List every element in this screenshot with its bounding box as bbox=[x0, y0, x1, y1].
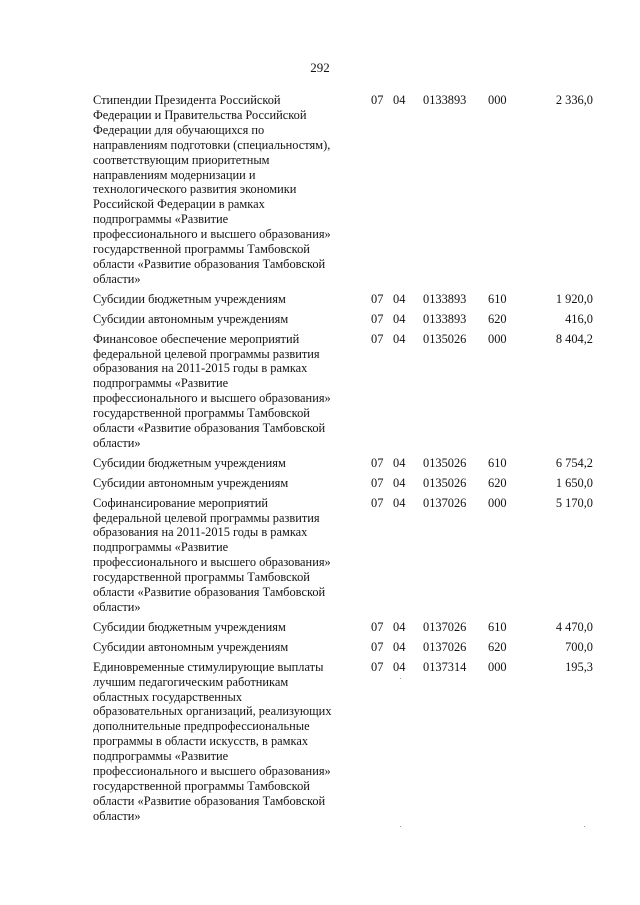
expense-type-code: 610 bbox=[488, 619, 507, 634]
table-row bbox=[93, 312, 593, 327]
amount: 700,0 bbox=[565, 639, 593, 654]
amount: 5 170,0 bbox=[555, 495, 593, 510]
section-code: 07 bbox=[371, 475, 384, 490]
subsection-code: 04 bbox=[393, 291, 406, 306]
row-name: Субсидии автономным учреждениям bbox=[93, 475, 289, 490]
subsection-code: 04 bbox=[393, 475, 406, 490]
target-article-code: 0135026 bbox=[423, 331, 467, 346]
section-code: 07 bbox=[371, 495, 384, 510]
subsection-code: 04 bbox=[393, 495, 406, 510]
amount: 1 650,0 bbox=[555, 475, 593, 490]
target-article-code: 0133893 bbox=[423, 291, 467, 306]
table-row bbox=[93, 292, 593, 307]
target-article-code: 0137026 bbox=[423, 619, 467, 634]
row-name: Субсидии бюджетным учреждениям bbox=[93, 455, 286, 470]
amount: 8 404,2 bbox=[555, 331, 593, 346]
row-name: Субсидии бюджетным учреждениям bbox=[93, 291, 286, 306]
target-article-code: 0137026 bbox=[423, 639, 467, 654]
table-row bbox=[93, 93, 593, 287]
budget-table bbox=[93, 93, 593, 829]
subsection-code: 04 bbox=[393, 659, 406, 674]
section-code: 07 bbox=[371, 619, 384, 634]
target-article-code: 0135026 bbox=[423, 455, 467, 470]
amount: 4 470,0 bbox=[555, 619, 593, 634]
row-name: Стипендии Президента Российской Федерации и Правительства Российской Федерации для обучающихся по направлениям подготовки (специальностям), соответствующим приоритетным направлениям модернизации и технологического развития экономики Российской Федерации в рамках подпрограммы «Развитие профессионального и высшего образования» государственной программы Тамбовской области «Развитие образования Тамбовской области» bbox=[93, 93, 331, 286]
expense-type-code: 620 bbox=[488, 639, 507, 654]
section-code: 07 bbox=[371, 291, 384, 306]
row-name: Субсидии автономным учреждениям bbox=[93, 311, 289, 326]
target-article-code: 0133893 bbox=[423, 93, 467, 107]
target-article-code: 0133893 bbox=[423, 311, 467, 326]
subsection-code: 04 bbox=[393, 619, 406, 634]
table-row bbox=[93, 476, 593, 491]
section-code: 07 bbox=[371, 639, 384, 654]
section-code: 07 bbox=[371, 311, 384, 326]
table-row bbox=[93, 640, 593, 655]
table-row bbox=[93, 456, 593, 471]
target-article-code: 0137314 bbox=[423, 659, 467, 674]
section-code: 07 bbox=[371, 659, 384, 674]
expense-type-code: 620 bbox=[488, 311, 507, 326]
subsection-code: 04 bbox=[393, 311, 406, 326]
expense-type-code: 610 bbox=[488, 291, 507, 306]
target-article-code: 0135026 bbox=[423, 475, 467, 490]
target-article-code: 0137026 bbox=[423, 495, 467, 510]
subsection-code: 04 bbox=[393, 93, 406, 107]
row-name: Субсидии бюджетным учреждениям bbox=[93, 619, 286, 634]
amount: 195,3 bbox=[565, 659, 593, 674]
page-number: 292 bbox=[310, 60, 330, 75]
subsection-code: 04 bbox=[393, 639, 406, 654]
expense-type-code: 000 bbox=[488, 331, 507, 346]
expense-type-code: 000 bbox=[488, 659, 507, 674]
amount: 1 920,0 bbox=[555, 291, 593, 306]
scan-speck bbox=[584, 826, 585, 827]
table-row bbox=[93, 660, 593, 824]
table-row bbox=[93, 332, 593, 451]
amount: 2 336,0 bbox=[555, 93, 593, 107]
row-name: Субсидии автономным учреждениям bbox=[93, 639, 289, 654]
section-code: 07 bbox=[371, 331, 384, 346]
section-code: 07 bbox=[371, 93, 384, 107]
expense-type-code: 000 bbox=[488, 495, 507, 510]
subsection-code: 04 bbox=[393, 455, 406, 470]
table-row bbox=[93, 496, 593, 615]
section-code: 07 bbox=[371, 455, 384, 470]
expense-type-code: 620 bbox=[488, 475, 507, 490]
scan-speck bbox=[400, 678, 401, 679]
scan-speck bbox=[400, 826, 401, 827]
row-name: Финансовое обеспечение мероприятий федеральной целевой программы развития образования на 2011-2015 годы в рамках подпрограммы «Развитие профессионального и высшего образования» государственной программы Тамбовской области «Развитие образования Тамбовской области» bbox=[93, 331, 331, 450]
row-name: Софинансирование мероприятий федеральной целевой программы развития образования на 2011-2015 годы в рамках подпрограммы «Развитие профессионального и высшего образования» государственной программы Тамбовской области «Развитие образования Тамбовской области» bbox=[93, 495, 331, 614]
subsection-code: 04 bbox=[393, 331, 406, 346]
expense-type-code: 000 bbox=[488, 93, 507, 107]
amount: 416,0 bbox=[565, 311, 593, 326]
table-row bbox=[93, 620, 593, 635]
amount: 6 754,2 bbox=[555, 455, 593, 470]
expense-type-code: 610 bbox=[488, 455, 507, 470]
row-name: Единовременные стимулирующие выплаты лучшим педагогическим работникам областных государственных образовательных организаций, реализующих дополнительные предпрофессиональные программы в области искусств, в рамках подпрограммы «Развитие профессионального и высшего образования» государственной программы Тамбовской области «Развитие образования Тамбовской области» bbox=[93, 659, 332, 823]
